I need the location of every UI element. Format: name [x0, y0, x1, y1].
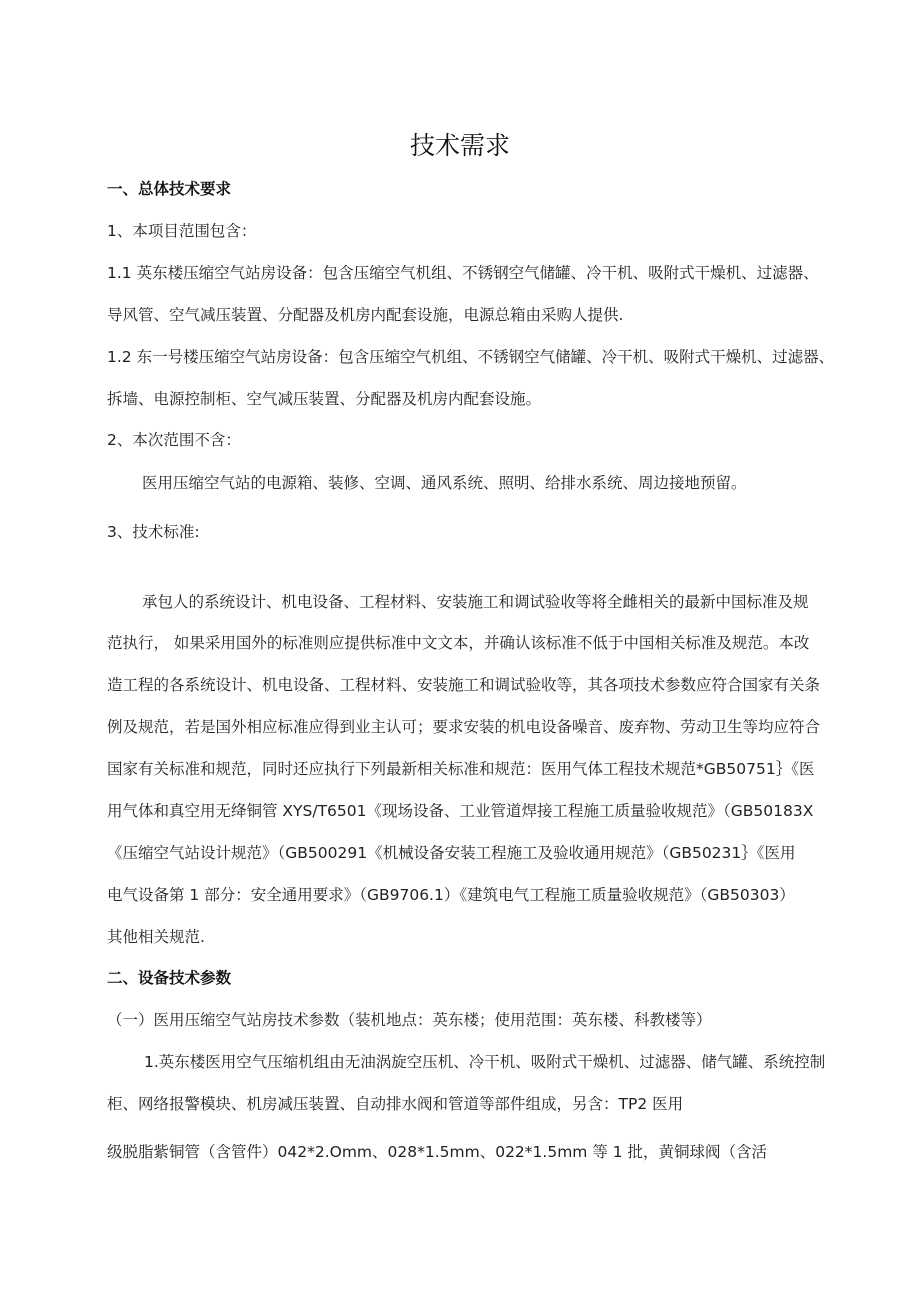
- item3-paragraph-line4: 例及规范，若是国外相应标准应得到业主认可；要求安装的机电设备噪音、废弃物、劳动卫生等均应符合: [107, 718, 821, 736]
- item2-text: 医用压缩空气站的电源箱、装修、空调、通风系统、照明、给排水系统、周边接地预留。: [142, 474, 747, 492]
- item3-paragraph-line8: 电气设备第 1 部分：安全通用要求》（GB9706.1）《建筑电气工程施工质量验收规范》（GB50303）: [107, 886, 795, 904]
- sub1-paragraph-line1: 1.英东楼医用空气压缩机组由无油涡旋空压机、冷干机、吸附式干燥机、过滤器、储气罐、系统控制: [144, 1053, 826, 1071]
- section2-heading: 二、设备技术参数: [107, 969, 232, 987]
- item1-1-line2: 导风管、空气减压装置、分配器及机房内配套设施，电源总箱由采购人提供.: [107, 306, 624, 324]
- item3-paragraph-line3: 造工程的各系统设计、机电设备、工程材料、安装施工和调试验收等，其各项技术参数应符合国家有关条: [107, 676, 821, 694]
- item1-2-line2: 拆墙、电源控制柜、空气减压装置、分配器及机房内配套设施。: [107, 390, 542, 408]
- item2-heading: 2、本次范围不含：: [107, 431, 241, 449]
- item1-heading: 1、本项目范围包含：: [107, 222, 257, 240]
- sub1-heading: （一）医用压缩空气站房技术参数（装机地点：英东楼；使用范围：英东楼、科教楼等）: [107, 1011, 712, 1029]
- item3-paragraph-line1: 承包人的系统设计、机电设备、工程材料、安装施工和调试验收等将全雌相关的最新中国标准及规: [142, 593, 809, 611]
- item3-paragraph-line6: 用气体和真空用无绛铜管 XYS/T6501《现场设备、工业管道焊接工程施工质量验收规范》（GB50183X: [107, 802, 814, 820]
- item1-2-line1: 1.2 东一号楼压缩空气站房设备：包含压缩空气机组、不锈钢空气储罐、冷干机、吸附式干燥机、过滤器、: [107, 348, 835, 366]
- item1-1-line1: 1.1 英东楼压缩空气站房设备：包含压缩空气机组、不锈钢空气储罐、冷干机、吸附式干燥机、过滤器、: [107, 264, 819, 282]
- item3-paragraph-line2: 范执行， 如果采用国外的标准则应提供标准中文文本，并确认该标准不低于中国相关标准及规范。本改: [107, 634, 810, 652]
- item3-paragraph-line7: 《压缩空气站设计规范》（GB500291《机械设备安装工程施工及验收通用规范》（GB50231｝《医用: [107, 844, 796, 862]
- item3-paragraph-line5: 国家有关标准和规范，同时还应执行下列最新相关标准和规范：医用气体工程技术规范*GB50751｝《医: [107, 760, 815, 778]
- item3-heading: 3、技术标准:: [107, 523, 200, 541]
- section1-heading: 一、总体技术要求: [107, 180, 232, 198]
- item3-paragraph-line9: 其他相关规范.: [107, 928, 205, 946]
- sub1-paragraph-line3: 级脱脂紫铜管（含管件）042*2.Omm、028*1.5mm、022*1.5mm 等 1 批，黄铜球阀（含活: [107, 1143, 768, 1161]
- document-title: 技术需求: [409, 131, 510, 160]
- sub1-paragraph-line2: 柜、网络报警模块、机房减压装置、自动排水阀和管道等部件组成，另含：TP2 医用: [107, 1095, 684, 1113]
